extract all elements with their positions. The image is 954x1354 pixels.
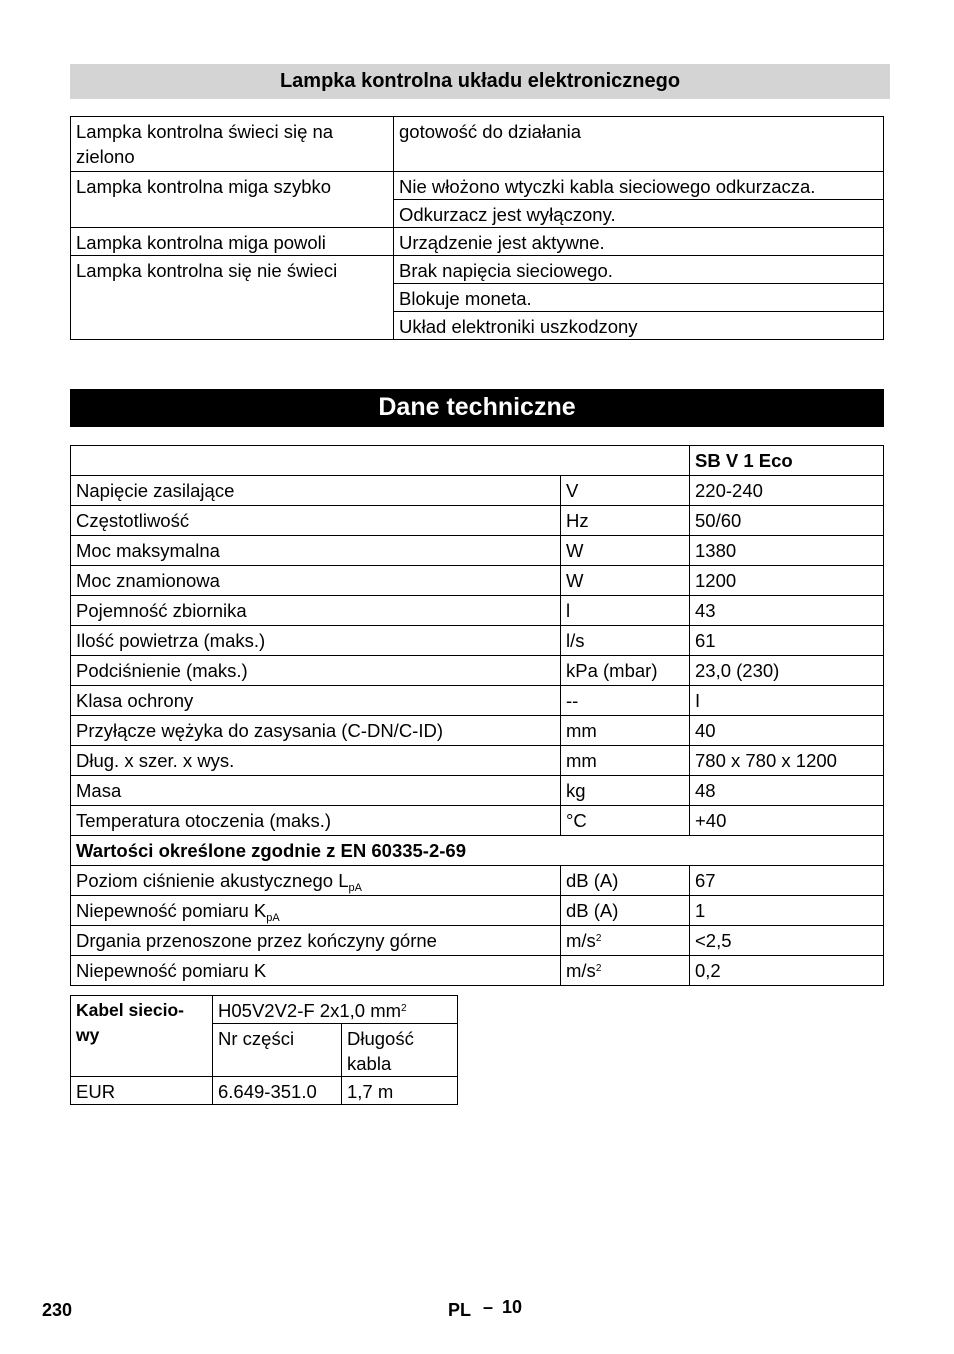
- cable-type: [213, 996, 458, 1024]
- cable-table: [70, 995, 458, 1105]
- acoustic-rows: [71, 866, 884, 986]
- spec-value: 61: [690, 626, 884, 656]
- spec-param: Napięcie zasilające: [71, 476, 561, 506]
- acoustic-unit: [561, 866, 690, 896]
- indicator-state: Lampka kontrolna świeci się na zielono: [71, 117, 394, 172]
- spec-param: Pojemność zbiornika: [71, 596, 561, 626]
- empty-header-cell: [71, 446, 690, 476]
- table-row: [71, 596, 884, 626]
- table-row: [71, 1077, 458, 1105]
- spec-unit: Hz: [561, 506, 690, 536]
- spec-unit: V: [561, 476, 690, 506]
- acoustic-param: [71, 926, 561, 956]
- page-number: 230: [42, 1300, 73, 1320]
- spec-param: Dług. x szer. x wys.: [71, 746, 561, 776]
- indicator-table: [70, 116, 884, 340]
- spec-value: 43: [690, 596, 884, 626]
- spec-value: 1200: [690, 566, 884, 596]
- acoustic-value: 1: [690, 896, 884, 926]
- spec-value: 48: [690, 776, 884, 806]
- acoustic-param-text: Drgania przenoszone przez kończyny górne: [76, 930, 437, 951]
- spec-unit: mm: [561, 716, 690, 746]
- acoustic-param-subscript: pA: [266, 912, 280, 924]
- indicator-state: Lampka kontrolna miga powoli: [71, 228, 394, 256]
- acoustic-unit: [561, 896, 690, 926]
- spec-param: Temperatura otoczenia (maks.): [71, 806, 561, 836]
- table-row: [71, 228, 884, 256]
- table-row: [71, 716, 884, 746]
- cable-type-sup: 2: [401, 1003, 407, 1014]
- table-row: [71, 566, 884, 596]
- cable-length: 1,7 m: [342, 1077, 458, 1105]
- language-code: PL: [448, 1300, 472, 1320]
- indicator-meaning: gotowość do działania: [394, 117, 884, 172]
- spec-unit: °C: [561, 806, 690, 836]
- table-row: [71, 117, 884, 172]
- table-row: [71, 996, 458, 1024]
- acoustic-value: <2,5: [690, 926, 884, 956]
- spec-value: 23,0 (230): [690, 656, 884, 686]
- table-row: [71, 806, 884, 836]
- table-row: [71, 776, 884, 806]
- spec-rows: [71, 476, 884, 836]
- acoustic-param-text: Niepewność pomiaru K: [76, 900, 267, 921]
- spec-param: Klasa ochrony: [71, 686, 561, 716]
- acoustic-value: 0,2: [690, 956, 884, 986]
- spec-unit: l: [561, 596, 690, 626]
- spec-param: Ilość powietrza (maks.): [71, 626, 561, 656]
- tech-data-table: [70, 445, 884, 986]
- indicator-meaning: Odkurzacz jest wyłączony.: [394, 200, 884, 228]
- table-row: [71, 256, 884, 284]
- footer-separator: –: [483, 1297, 494, 1317]
- section-page-number: 10: [502, 1297, 523, 1317]
- spec-param: Częstotliwość: [71, 506, 561, 536]
- table-row: [71, 926, 884, 956]
- spec-param: Podciśnienie (maks.): [71, 656, 561, 686]
- table-row: [71, 476, 884, 506]
- spec-unit: W: [561, 566, 690, 596]
- acoustic-unit-text: dB (A): [566, 900, 619, 921]
- table-row: [71, 956, 884, 986]
- table-row: [71, 626, 884, 656]
- spec-param: Moc maksymalna: [71, 536, 561, 566]
- cable-label: Kabel siecio- wy: [71, 996, 213, 1077]
- acoustic-param: [71, 866, 561, 896]
- col-length-header: Długość kabla: [342, 1024, 458, 1077]
- spec-param: Moc znamionowa: [71, 566, 561, 596]
- spec-value: 220-240: [690, 476, 884, 506]
- indicator-meaning: Blokuje moneta.: [394, 284, 884, 312]
- model-header: SB V 1 Eco: [690, 446, 884, 476]
- acoustic-unit: [561, 926, 690, 956]
- indicator-meaning: Brak napięcia sieciowego.: [394, 256, 884, 284]
- indicator-state: Lampka kontrolna miga szybko: [71, 172, 394, 228]
- acoustic-unit-superscript: 2: [595, 933, 602, 944]
- acoustic-value: 67: [690, 866, 884, 896]
- acoustic-unit-text: dB (A): [566, 870, 619, 891]
- table-header-row: [71, 446, 884, 476]
- spec-unit: W: [561, 536, 690, 566]
- spec-param: Przyłącze wężyka do zasysania (C-DN/C-ID): [71, 716, 561, 746]
- table-row: [71, 656, 884, 686]
- spec-value: 50/60: [690, 506, 884, 536]
- indicator-meaning: Nie włożono wtyczki kabla sieciowego odkurzacza.: [394, 172, 884, 200]
- standard-row: [71, 836, 884, 866]
- tech-section-title: Dane techniczne: [70, 389, 884, 427]
- spec-param: Masa: [71, 776, 561, 806]
- acoustic-param-text: Poziom ciśnienie akustycznego L: [76, 870, 349, 891]
- acoustic-unit-text: m/s: [566, 960, 596, 981]
- spec-value: 40: [690, 716, 884, 746]
- acoustic-unit-text: m/s: [566, 930, 596, 951]
- cable-type-text: H05V2V2-F 2x1,0 mm: [218, 1000, 402, 1021]
- standard-header: Wartości określone zgodnie z EN 60335-2-69: [71, 836, 884, 866]
- acoustic-param: [71, 956, 561, 986]
- spec-value: +40: [690, 806, 884, 836]
- cable-part: 6.649-351.0: [213, 1077, 342, 1105]
- spec-value: 780 x 780 x 1200: [690, 746, 884, 776]
- acoustic-param-subscript: pA: [348, 882, 362, 894]
- indicator-meaning: Układ elektroniki uszkodzony: [394, 312, 884, 340]
- table-row: [71, 506, 884, 536]
- spec-unit: --: [561, 686, 690, 716]
- acoustic-param: [71, 896, 561, 926]
- acoustic-unit-superscript: 2: [595, 963, 602, 974]
- indicator-state: Lampka kontrolna się nie świeci: [71, 256, 394, 340]
- spec-unit: kPa (mbar): [561, 656, 690, 686]
- cable-region: EUR: [71, 1077, 213, 1105]
- spec-unit: kg: [561, 776, 690, 806]
- spec-unit: l/s: [561, 626, 690, 656]
- spec-value: 1380: [690, 536, 884, 566]
- indicator-section-title: Lampka kontrolna układu elektronicznego: [70, 64, 890, 99]
- spec-unit: mm: [561, 746, 690, 776]
- indicator-meaning: Urządzenie jest aktywne.: [394, 228, 884, 256]
- spec-value: I: [690, 686, 884, 716]
- acoustic-param-text: Niepewność pomiaru K: [76, 960, 267, 981]
- table-row: [71, 172, 884, 200]
- table-row: [71, 686, 884, 716]
- table-row: [71, 866, 884, 896]
- acoustic-unit: [561, 956, 690, 986]
- table-row: [71, 536, 884, 566]
- table-row: [71, 746, 884, 776]
- col-part-header: Nr części: [213, 1024, 342, 1077]
- table-row: [71, 896, 884, 926]
